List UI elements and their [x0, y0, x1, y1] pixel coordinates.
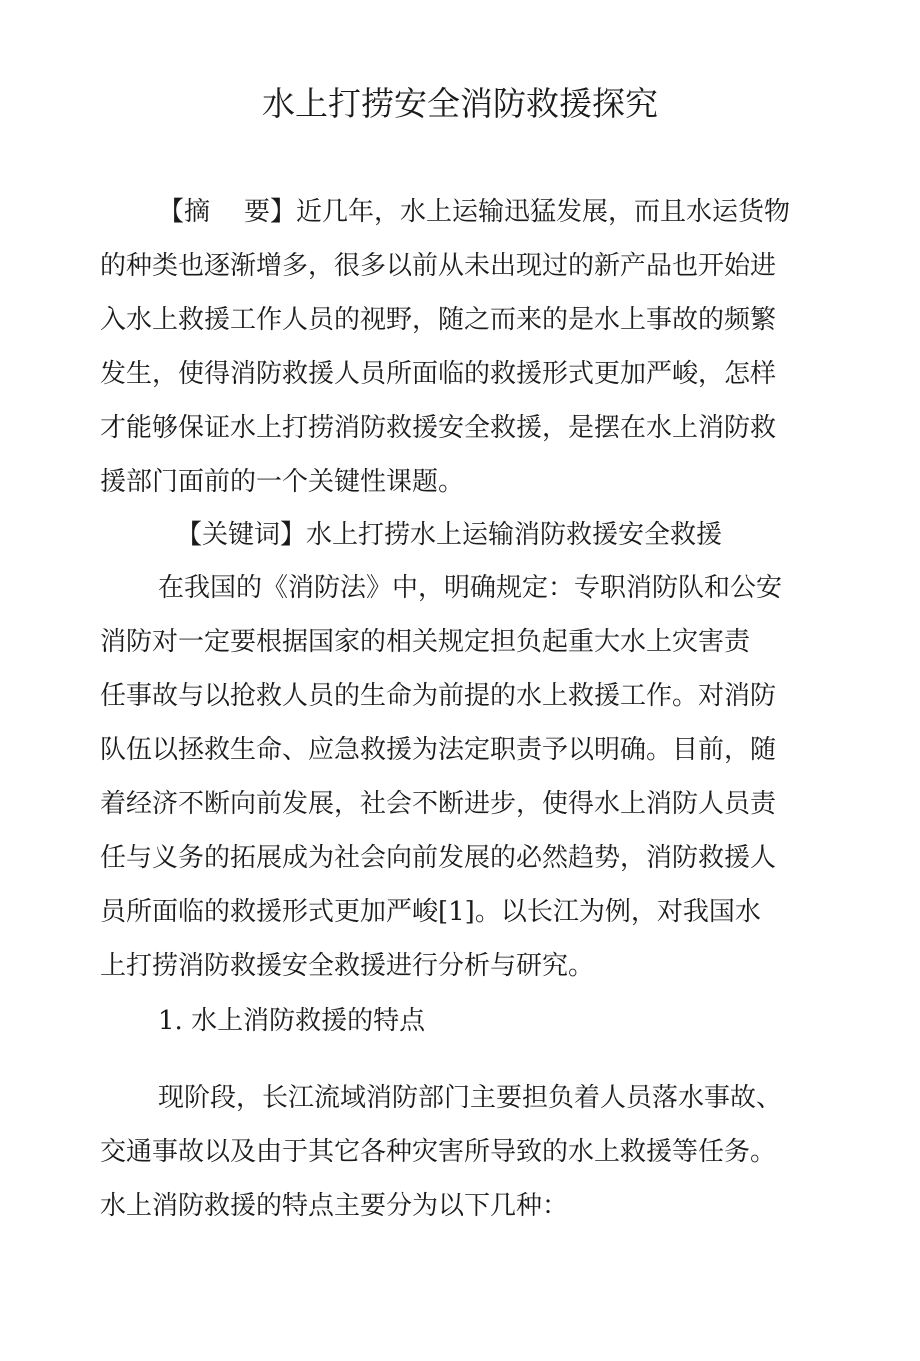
document-title: 水上打捞安全消防救援探究 — [262, 84, 658, 123]
intro-line-2: 消防对一定要根据国家的相关规定担负起重大水上灾害责 — [100, 627, 751, 657]
intro-line-7: 员所面临的救援形式更加严峻[1]。以长江为例，对我国水 — [100, 897, 761, 927]
abstract-text: 近几年，水上运输迅猛发展，而且水运货物 — [296, 197, 791, 227]
abstract-line-5: 才能够保证水上打捞消防救援安全救援，是摆在水上消防救 — [100, 413, 777, 443]
section-1-line-1: 现阶段，长江流域消防部门主要担负着人员落水事故、 — [158, 1083, 783, 1113]
abstract-label-close: 要】 — [244, 197, 297, 227]
section-1-heading: 1. 水上消防救援的特点 — [158, 1006, 426, 1036]
keywords-line: 【关键词】水上打捞水上运输消防救援安全救援 — [176, 520, 723, 550]
intro-line-3: 任事故与以抢救人员的生命为前提的水上救援工作。对消防 — [100, 681, 777, 711]
intro-line-4: 队伍以拯救生命、应急救援为法定职责予以明确。目前，随 — [100, 735, 777, 765]
intro-line-6: 任与义务的拓展成为社会向前发展的必然趋势，消防救援人 — [100, 843, 777, 873]
abstract-line-4: 发生，使得消防救援人员所面临的救援形式更加严峻，怎样 — [100, 359, 777, 389]
abstract-label-open: 【摘 — [158, 197, 211, 227]
abstract-line-6: 援部门面前的一个关键性课题。 — [100, 467, 465, 497]
intro-line-1: 在我国的《消防法》中，明确规定：专职消防队和公安 — [158, 573, 783, 603]
intro-line-5: 着经济不断向前发展，社会不断进步，使得水上消防人员责 — [100, 789, 777, 819]
abstract-line-2: 的种类也逐渐增多，很多以前从未出现过的新产品也开始进 — [100, 251, 777, 281]
section-1-line-2: 交通事故以及由于其它各种灾害所导致的水上救援等任务。 — [100, 1137, 777, 1167]
abstract-line-3: 入水上救援工作人员的视野，随之而来的是水上事故的频繁 — [100, 305, 777, 335]
abstract-line-1 — [158, 192, 790, 232]
intro-line-8: 上打捞消防救援安全救援进行分析与研究。 — [100, 951, 595, 981]
section-1-line-3: 水上消防救援的特点主要分为以下几种： — [100, 1191, 569, 1221]
